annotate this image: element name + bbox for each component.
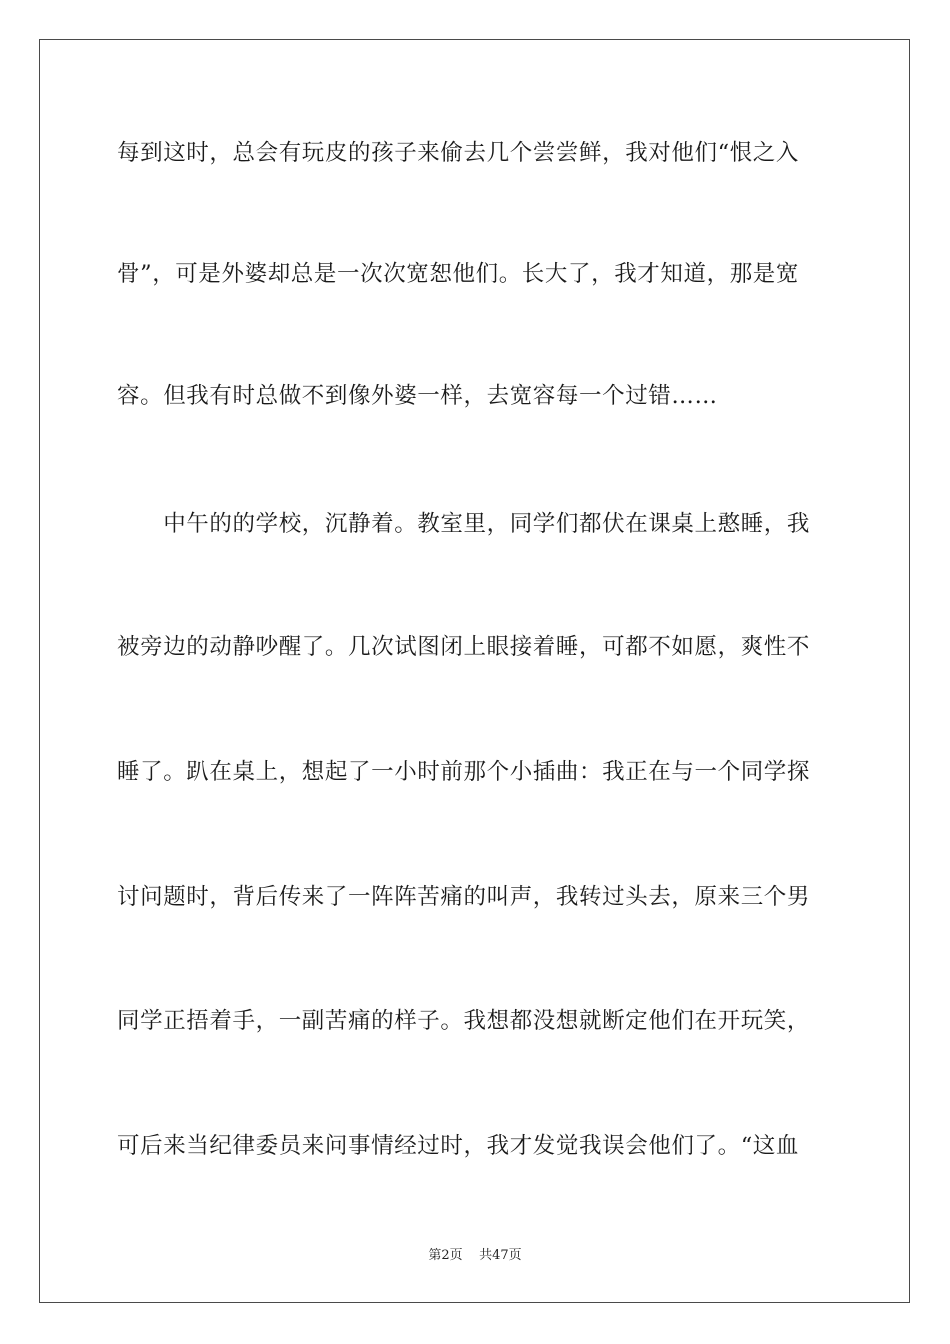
body-text-line: 中午的的学校，沉静着。教室里，同学们都伏在课桌上憨睡，我 [117, 511, 811, 537]
page-border [39, 39, 910, 1303]
page-number: 第2页 [428, 1248, 463, 1263]
body-text-line: 同学正捂着手，一副苦痛的样子。我想都没想就断定他们在开玩笑， [117, 1008, 811, 1034]
body-text-line: 骨”，可是外婆却总是一次次宽恕他们。长大了，我才知道，那是宽 [117, 261, 800, 287]
body-text-line: 每到这时，总会有玩皮的孩子来偷去几个尝尝鲜，我对他们“恨之入 [117, 140, 800, 166]
body-text-line: 被旁边的动静吵醒了。几次试图闭上眼接着睡，可都不如愿，爽性不 [117, 634, 811, 660]
total-pages: 共47页 [479, 1248, 522, 1263]
page-footer [0, 1247, 950, 1265]
body-text-line: 睡了。趴在桌上，想起了一小时前那个小插曲：我正在与一个同学探 [117, 759, 811, 785]
body-text-line: 容。但我有时总做不到像外婆一样，去宽容每一个过错…… [117, 383, 718, 409]
body-text-line: 可后来当纪律委员来问事情经过时，我才发觉我误会他们了。“这血 [117, 1133, 800, 1159]
body-text-line: 讨问题时，背后传来了一阵阵苦痛的叫声，我转过头去，原来三个男 [117, 884, 811, 910]
